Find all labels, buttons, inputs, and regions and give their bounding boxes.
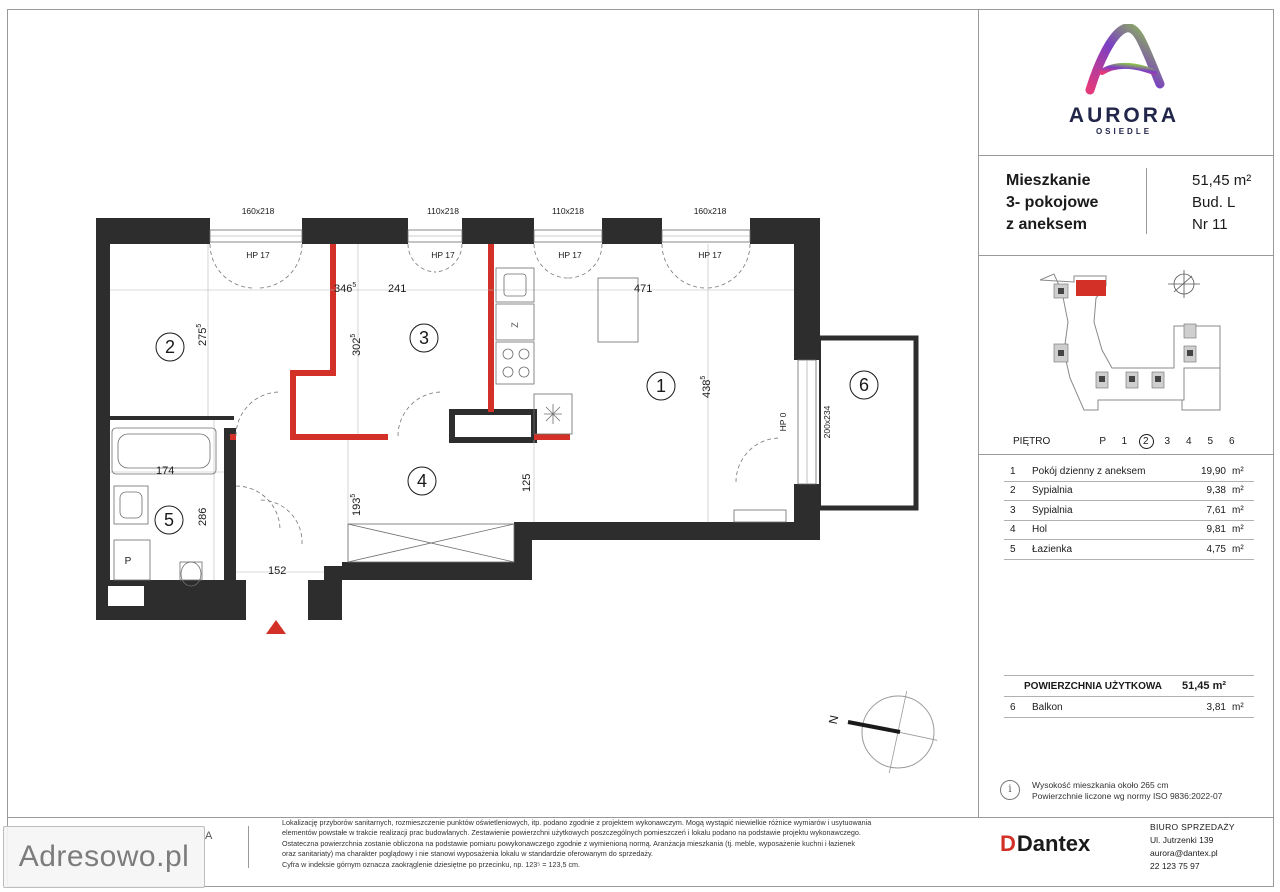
fridge-label: P bbox=[124, 556, 132, 567]
balcony-area: 3,81 bbox=[1206, 702, 1226, 713]
brand-subtitle: OSIEDLE bbox=[1095, 127, 1153, 136]
room-5-marker: 5 bbox=[163, 510, 175, 530]
room-name: Pokój dzienny z aneksem bbox=[1032, 465, 1146, 477]
floor-option-2-selected[interactable]: 2 bbox=[1135, 436, 1157, 447]
rooms-table bbox=[1004, 462, 1254, 560]
table-row bbox=[1004, 462, 1254, 482]
note-height: Wysokość mieszkania około 265 cm bbox=[1032, 780, 1169, 790]
kitchen-fixtures bbox=[496, 268, 786, 522]
room-3-marker: 3 bbox=[418, 328, 430, 348]
table-row bbox=[1004, 540, 1254, 560]
title-line-3: z aneksem bbox=[1006, 216, 1087, 233]
window-label: 110x218 bbox=[552, 206, 584, 216]
sales-street: Ul. Jutrzenki 139 bbox=[1150, 835, 1214, 845]
svg-text:Z: Z bbox=[510, 322, 520, 328]
apartment-title bbox=[1006, 170, 1098, 236]
table-row bbox=[1004, 501, 1254, 521]
room-area: 19,90 bbox=[1200, 465, 1226, 477]
room-name: Sypialnia bbox=[1032, 504, 1073, 516]
sill-height-label: HP 17 bbox=[246, 250, 270, 260]
room-4-marker: 4 bbox=[416, 471, 428, 491]
balcony-outline bbox=[820, 338, 916, 508]
floor-option-3[interactable]: 3 bbox=[1164, 436, 1171, 447]
dim-room1-width: 471 bbox=[634, 283, 653, 295]
header-divider bbox=[978, 255, 1274, 256]
room-number: 5 bbox=[1010, 543, 1016, 555]
sales-email[interactable]: aurora@dantex.pl bbox=[1150, 848, 1218, 858]
header-vertical-divider bbox=[1146, 168, 1147, 234]
floor-selector bbox=[1092, 436, 1243, 447]
floor-option-1[interactable]: 1 bbox=[1121, 436, 1128, 447]
balcony-unit: m² bbox=[1232, 702, 1244, 713]
dantex-name: Dantex bbox=[1016, 831, 1091, 856]
sill-height-zero: HP 0 bbox=[778, 412, 788, 432]
sill-height-label: HP 17 bbox=[431, 250, 455, 260]
table-row bbox=[1004, 521, 1254, 541]
dantex-mark-icon: D bbox=[1000, 831, 1016, 856]
balcony-number: 6 bbox=[1010, 702, 1016, 713]
apartment-area: 51,45 m² bbox=[1192, 172, 1252, 189]
window-label: 110x218 bbox=[427, 206, 459, 216]
window-label: 160x218 bbox=[693, 206, 727, 216]
disclaimer-line: Ostateczna powierzchnia zostanie obliczona na podstawie pomiaru powykonawczego zgodnie z wymienioną normą. Aranżacja mieszkania (tj. meble, wyposażenie kuchni i łazienek bbox=[282, 838, 855, 848]
floor-plan bbox=[90, 200, 930, 645]
dim-hall-gap: 125 bbox=[521, 473, 533, 492]
room-area: 9,81 bbox=[1206, 524, 1226, 536]
room-unit: m² bbox=[1232, 504, 1244, 516]
panel-divider bbox=[978, 9, 979, 817]
floor-label: PIĘTRO bbox=[1013, 436, 1051, 447]
room-name: Hol bbox=[1032, 524, 1048, 536]
dantex-logo bbox=[1000, 831, 1090, 857]
room-1-marker: 1 bbox=[655, 376, 667, 396]
room-6-marker: 6 bbox=[858, 375, 870, 395]
adresowo-watermark[interactable]: Adresowo.pl bbox=[3, 826, 205, 888]
floor-option-5[interactable]: 5 bbox=[1207, 436, 1214, 447]
info-icon: i bbox=[1000, 780, 1020, 800]
apartment-summary bbox=[1192, 170, 1251, 236]
note-norm: Powierzchnie liczone wg normy ISO 9836:2022-07 bbox=[1032, 791, 1223, 801]
room-number: 1 bbox=[1010, 465, 1016, 477]
dim-room2-width: $346^5$ bbox=[334, 282, 357, 295]
dim-hall-height: $193^5$ bbox=[350, 493, 363, 516]
dim-bath-width: 174 bbox=[156, 465, 175, 477]
room-unit: m² bbox=[1232, 485, 1244, 497]
window-label: 160x218 bbox=[241, 206, 275, 216]
balcony-door-label: 200x234 bbox=[822, 405, 832, 439]
aurora-logo bbox=[1080, 24, 1170, 96]
sales-heading: BIURO SPRZEDAŻY bbox=[1150, 822, 1235, 832]
apartment-number: Nr 11 bbox=[1192, 216, 1228, 233]
key-plan bbox=[1024, 262, 1264, 422]
room-unit: m² bbox=[1232, 465, 1244, 477]
sill-height-label: HP 17 bbox=[698, 250, 722, 260]
hall-wardrobe bbox=[348, 524, 514, 562]
entrance-marker bbox=[266, 620, 286, 634]
room-number: 3 bbox=[1010, 504, 1016, 516]
brand-name: AURORA bbox=[1068, 104, 1180, 127]
room-unit: m² bbox=[1232, 524, 1244, 536]
room-markers bbox=[155, 324, 878, 534]
room-number: 4 bbox=[1010, 524, 1016, 536]
dim-room2-height: $275^5$ bbox=[196, 323, 209, 346]
table-row bbox=[1004, 482, 1254, 502]
total-area-row bbox=[1004, 675, 1254, 697]
disclaimer-line: elementów powstałe w trakcie realizacji prac budowlanych. Zestawienie powierzchni użytkowych poszczególnych pomieszczeń i lokalu podano na podstawie projektu wykonawczego. bbox=[282, 828, 861, 838]
notes bbox=[1032, 780, 1222, 802]
dim-room3-width: 241 bbox=[388, 283, 407, 295]
total-area-label: POWIERZCHNIA UŻYTKOWA bbox=[1024, 680, 1162, 692]
balcony-name: Balkon bbox=[1032, 702, 1063, 713]
room-area: 4,75 bbox=[1206, 543, 1226, 555]
room-number: 2 bbox=[1010, 485, 1016, 497]
disclaimer-line: Cyfra w indeksie górnym oznacza zaokrąglenie dziesiętne po przecinku, np. 123⁵ = 123,5 cm. bbox=[282, 859, 581, 869]
floor-option-4[interactable]: 4 bbox=[1185, 436, 1192, 447]
watermark-partial-text: A bbox=[205, 830, 213, 842]
dim-room1-height: $438^5$ bbox=[700, 375, 713, 398]
balcony-row bbox=[1004, 698, 1254, 718]
sales-office bbox=[1150, 821, 1235, 873]
dim-room3-height: $302^5$ bbox=[350, 333, 363, 356]
room-unit: m² bbox=[1232, 543, 1244, 555]
dim-bath-height: 286 bbox=[197, 507, 209, 526]
sales-phone[interactable]: 22 123 75 97 bbox=[1150, 861, 1200, 871]
floor-option-p[interactable]: P bbox=[1099, 436, 1107, 447]
keyplan-divider bbox=[978, 454, 1274, 455]
key-plan-highlight bbox=[1076, 280, 1106, 296]
disclaimer-line: oraz sanitariaty) ma charakter poglądowy i nie stanowi wyposażenia lokalu w standardzie oferowanym do sprzedaży. bbox=[282, 849, 654, 859]
disclaimer bbox=[282, 818, 962, 870]
logo-divider bbox=[978, 155, 1274, 156]
compass-icon bbox=[826, 688, 938, 776]
footer-sep bbox=[248, 826, 249, 868]
building-label: Bud. L bbox=[1192, 194, 1236, 211]
compass-n-label: N bbox=[826, 713, 842, 726]
plan-walls bbox=[96, 218, 820, 620]
dim-entry-width: 152 bbox=[268, 565, 287, 577]
room-name: Łazienka bbox=[1032, 543, 1073, 555]
floor-option-6[interactable]: 6 bbox=[1228, 436, 1235, 447]
room-area: 9,38 bbox=[1206, 485, 1226, 497]
room-name: Sypialnia bbox=[1032, 485, 1073, 497]
sill-height-label: HP 17 bbox=[558, 250, 582, 260]
total-area-value: 51,45 m² bbox=[1182, 680, 1227, 692]
room-area: 7,61 bbox=[1206, 504, 1226, 516]
title-line-2: 3- pokojowe bbox=[1006, 194, 1099, 211]
disclaimer-line: Lokalizację przyborów sanitarnych, rozmieszczenie punktów oświetleniowych, itp. podano zgodnie z projektem wykonawczym. Mogą wystąpić niewielkie różnice wymiarów i usytuowania bbox=[282, 818, 872, 827]
room-2-marker: 2 bbox=[164, 337, 176, 357]
title-line-1: Mieszkanie bbox=[1006, 172, 1091, 189]
